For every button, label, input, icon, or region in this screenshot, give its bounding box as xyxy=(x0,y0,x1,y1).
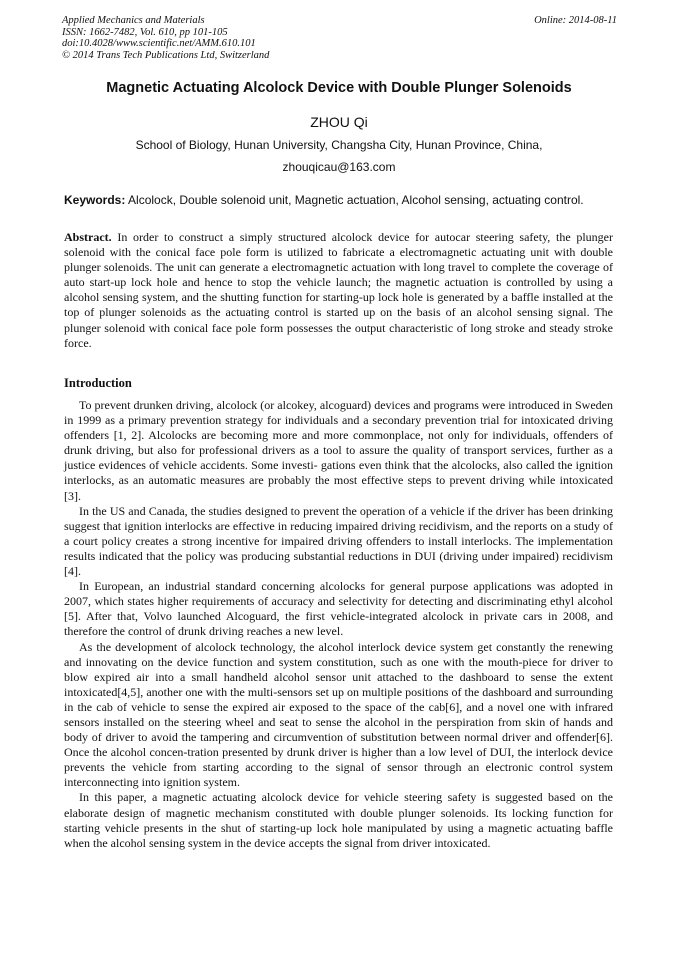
author-name: ZHOU Qi xyxy=(310,114,368,130)
abstract-paragraph xyxy=(64,230,613,351)
author-email: zhouqicau@163.com xyxy=(282,160,396,174)
introduction-section xyxy=(64,398,613,851)
introduction-heading: Introduction xyxy=(64,376,132,390)
intro-paragraph: As the development of alcolock technology, the alcohol interlock device system get constantly the renewing and innovating on the device function and system constitution, such as one with the mouth-piece for driver to blow expired air into a small handheld alcohol sensor unit attached to the dashboard to sense the extent intoxicated[4,5], another one with the multi-sensors set up on multiple positions of the dashboard and surrounding in the cab of vehicle to sense the expired air exposed to the space of the cab[6], and a novel one with infrared sensors installed on the steering wheel and seat to sense the alcohol in the perspiration from skin of hands and body of driver to avoid the tampering and circumvention of substitution between normal driver and offender[6]. Once the alcohol concen-tration presented by drunk driver is higher than a low level of DUI, the interlock device prevents the vehicle from starting according to the signal of sensor through an electronic control system interconnecting into ignition system. xyxy=(64,639,613,790)
online-date: Online: 2014-08-11 xyxy=(534,15,617,26)
journal-name: Applied Mechanics and Materials xyxy=(62,15,205,26)
abstract-text: In order to construct a simply structured alcolock device for autocar steering safety, the plunger solenoid with the conical face pole form is utilized to fabricate a electromagnetic actuating unit with double plunger solenoids. The unit can generate a electromagnetic actuation with long travel to complete the coverage of auto start-up lock hole and hence to stop the vehicle launch; the magnetic actuation is controlled by using a alcohol sensing system, and the shutting function for starting-up lock hole is generated by a baffle installed at the top of plunger solenoids as the actuating control is started up on the basis of an alcohol sensing signal. The plunger solenoid with conical face pole form possesses the output characteristic of long stroke and steady stroke force. xyxy=(64,230,613,350)
author-affiliation: School of Biology, Hunan University, Changsha City, Hunan Province, China, xyxy=(135,138,543,152)
issn-line: ISSN: 1662-7482, Vol. 610, pp 101-105 xyxy=(62,26,228,38)
keywords-text: Alcolock, Double solenoid unit, Magnetic actuation, Alcohol sensing, actuating control. xyxy=(128,193,584,207)
intro-paragraph: In European, an industrial standard concerning alcolocks for general purpose applications was adopted in 2007, which states higher requirements of accuracy and selectivity for detecting and discriminating ethyl alcohol [5]. After that, Volvo launched Alcoguard, the first vehicle-integrated alcolock in private cars in 2008, and therefore the control of drunk driving reaches a new level. xyxy=(64,579,613,639)
intro-paragraph: In the US and Canada, the studies designed to prevent the operation of a vehicle if the driver has been drinking suggest that ignition interlocks are effective in reducing impaired driving recidivism, and the reports on a study of a court policy creates a strong incentive for impaired driving offenders to install interlocks. The implementation results indicated that the policy was producing substantial reductions in DUI (driving under impaired) recidivism [4]. xyxy=(64,503,613,579)
abstract-section xyxy=(64,230,613,351)
abstract-label: Abstract. xyxy=(64,230,112,244)
journal-header xyxy=(62,15,617,61)
copyright-line: © 2014 Trans Tech Publications Ltd, Switzerland xyxy=(62,49,270,61)
intro-paragraph: In this paper, a magnetic actuating alcolock device for vehicle steering safety is suggested based on the elaborate design of magnetic mechanism constituted with double plunger solenoids. Its locking function for starting vehicle presents in the shut of starting-up lock hole manipulated by using a magnetic actuating baffle when the alcohol sensing system in the device accepts the signal from driver intoxicated. xyxy=(64,790,613,850)
keywords-line xyxy=(64,193,624,207)
intro-paragraph: To prevent drunken driving, alcolock (or alcokey, alcoguard) devices and programs were introduced in Sweden in 1999 as a primary prevention strategy for individuals and a secondary prevention trial for intoxicated driving offenders [1, 2]. Alcolocks are becoming more and more commonplace, not only for individuals, offenders of drunk driving, but also for professional drivers as a tool to assure the quality of transport services, further as a justice evidences of vehicle accidents. Some investi- gations even think that the alcolocks, also called the ignition interlocks, as an automatic measures are probably the most effective steps to prevent driving while intoxicated [3]. xyxy=(64,398,613,503)
paper-title: Magnetic Actuating Alcolock Device with Double Plunger Solenoids xyxy=(106,80,572,96)
keywords-label: Keywords: xyxy=(64,193,126,207)
doi-line: doi:10.4028/www.scientific.net/AMM.610.101 xyxy=(62,38,256,49)
